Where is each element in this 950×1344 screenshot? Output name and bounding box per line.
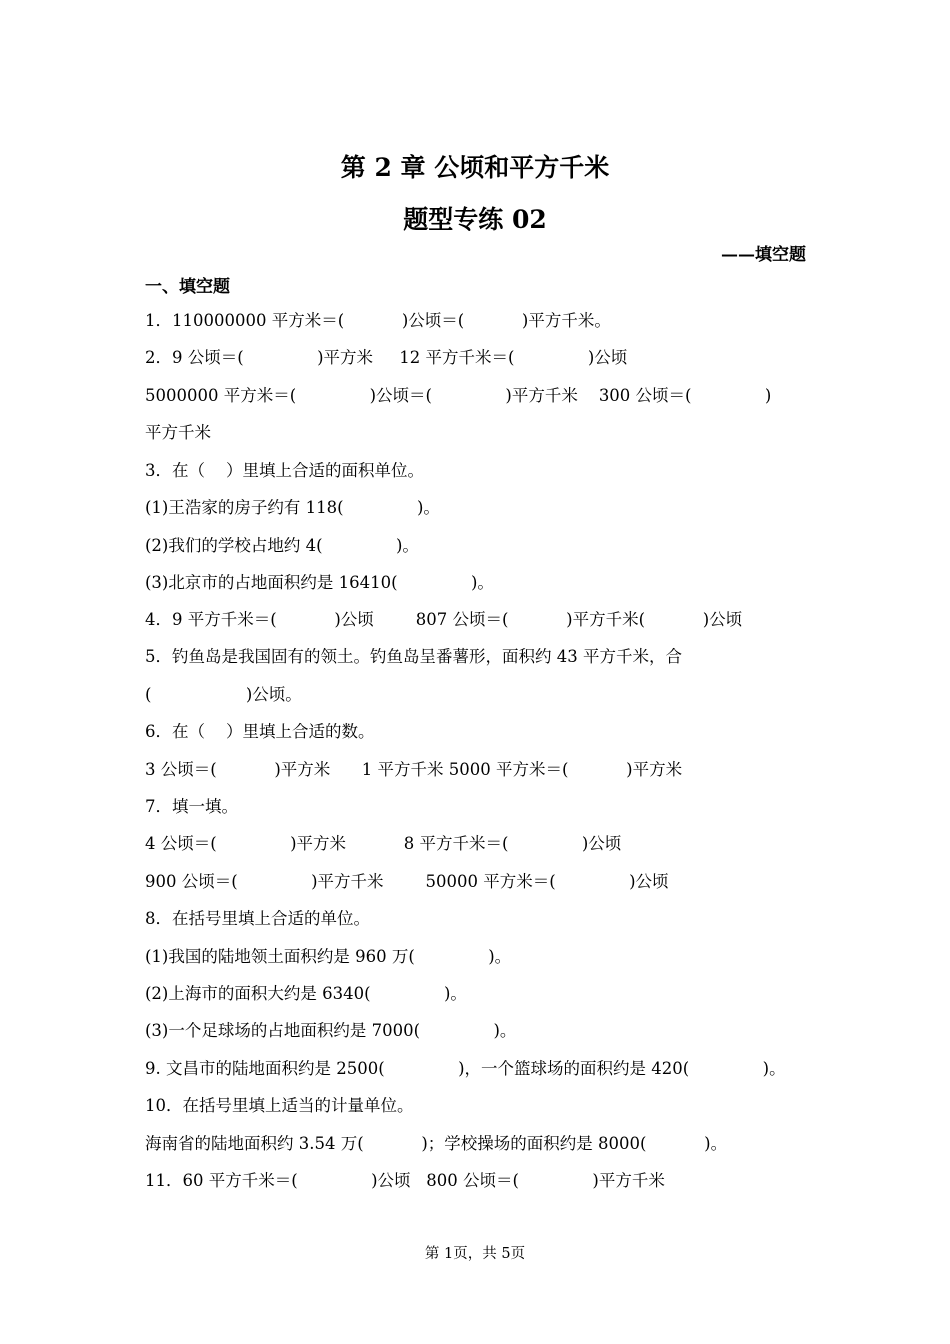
question-line: 3．在（ ）里填上合适的面积单位。 [145, 461, 424, 480]
question-line: (1)王浩家的房子约有 118( )。 [145, 498, 440, 517]
question-line: 5．钓鱼岛是我国固有的领土。钓鱼岛呈番薯形，面积约 43 平方千米，合 [145, 647, 682, 666]
question-line: (1)我国的陆地领土面积约是 960 万( )。 [145, 947, 512, 966]
question-line: 5000000 平方米＝( )公顷＝( )平方千米 300 公顷＝( ) [145, 386, 772, 405]
question-line: (3)北京市的占地面积约是 16410( )。 [145, 573, 494, 592]
page-number-footer: 第 1页，共 5页 [424, 1246, 526, 1262]
question-line: 900 公顷＝( )平方千米 50000 平方米＝( )公顷 [145, 872, 669, 891]
question-line: 3 公顷＝( )平方米 1 平方千米 5000 平方米＝( )平方米 [145, 760, 683, 779]
question-line: ( )公顷。 [145, 685, 302, 704]
question-line: 7．填一填。 [145, 797, 238, 816]
question-line: 10．在括号里填上适当的计量单位。 [145, 1096, 414, 1115]
question-line: 11．60 平方千米＝( )公顷 800 公顷＝( )平方千米 [145, 1171, 665, 1190]
chapter-title: 第 2 章 公顷和平方千米 [340, 153, 610, 182]
question-line: (2)我们的学校占地约 4( )。 [145, 536, 419, 555]
question-line: 9. 文昌市的陆地面积约是 2500( )，一个篮球场的面积约是 420( )。 [145, 1059, 786, 1078]
section-heading: 一、填空题 [145, 277, 230, 297]
question-type-label: ——填空题 [721, 245, 806, 265]
question-line: 6．在（ ）里填上合适的数。 [145, 722, 375, 741]
question-line: (2)上海市的面积大约是 6340( )。 [145, 984, 467, 1003]
question-line: 海南省的陆地面积约 3.54 万( )；学校操场的面积约是 8000( )。 [145, 1134, 728, 1153]
question-line: 1．110000000 平方米＝( )公顷＝( )平方千米。 [145, 311, 611, 330]
question-line: 4 公顷＝( )平方米 8 平方千米＝( )公顷 [145, 834, 622, 853]
question-line: 4．9 平方千米＝( )公顷 807 公顷＝( )平方千米( )公顷 [145, 610, 743, 629]
exercise-title: 题型专练 02 [403, 205, 547, 234]
question-line: 8．在括号里填上合适的单位。 [145, 909, 370, 928]
question-line: (3)一个足球场的占地面积约是 7000( )。 [145, 1021, 517, 1040]
question-line: 2．9 公顷＝( )平方米 12 平方千米＝( )公顷 [145, 348, 628, 367]
question-line: 平方千米 [145, 423, 211, 442]
